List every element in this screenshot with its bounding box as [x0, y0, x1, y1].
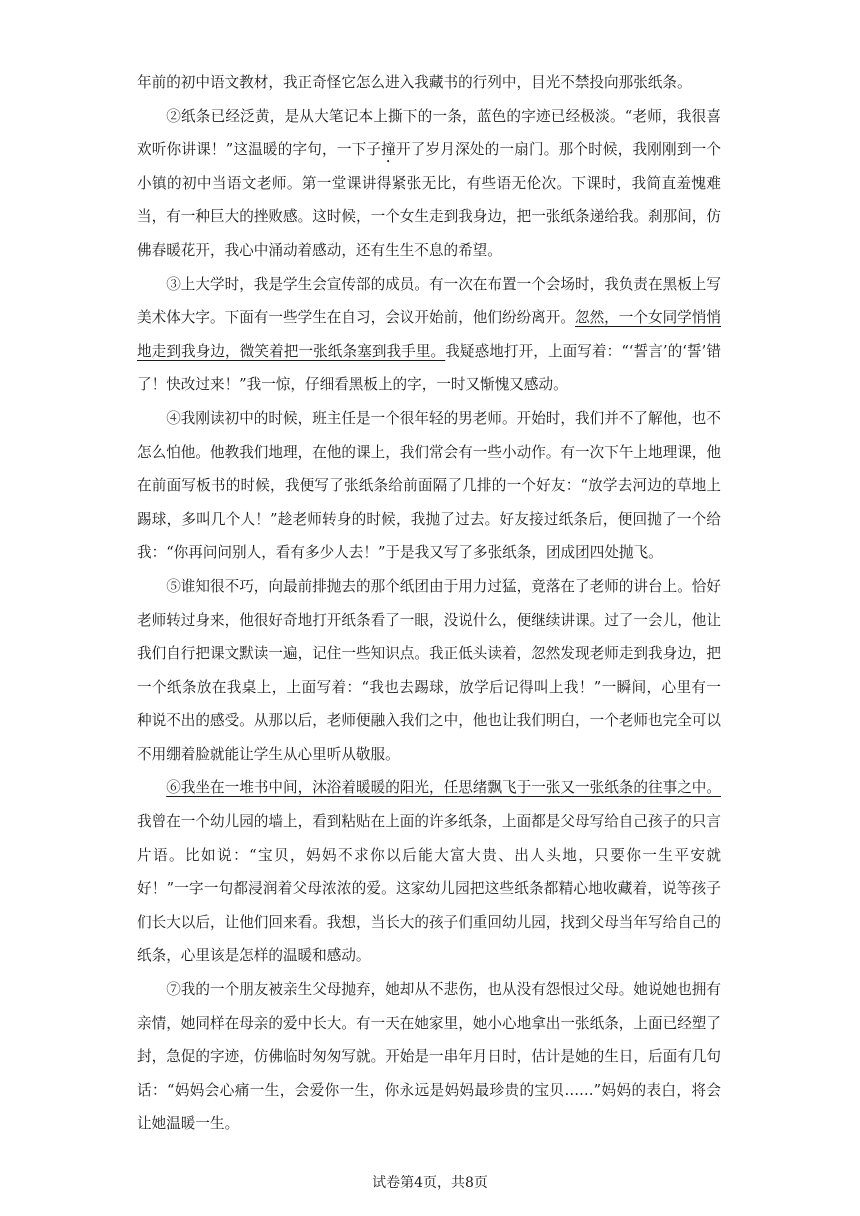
paragraph-3: [137, 268, 721, 402]
paragraph-text: 我疑惑地打开，上面写着：“‘誓言’的‘誓’错了！快改过来！”我一惊，仔细看黑板上的字，一时又惭愧又感动。: [137, 342, 721, 394]
paragraph-0: [137, 66, 721, 100]
paragraph-2: [137, 100, 721, 268]
paragraph-text: ③上大学时，我是学生会宣传部的成员。有一次在布置一个会场时，我负责在黑板上写美术体大字。下面有一些学生在自习，会议开始前，他们纷纷离开。: [137, 275, 721, 327]
underlined-sentence: 忽然，一个女同学悄悄地走到我身边，微笑着把一张纸条塞到我手里。: [137, 309, 721, 360]
paragraph-text: 开了岁月深处的一扇门。那个时候，我刚刚到一个小镇的初中当语文老师。第一堂课讲得紧张无比，有些语无伦次。下课时，我简直羞愧难当，有一种巨大的挫败感。这时候，一个女生走到我身边，把一张纸条递给我。刹那间，仿佛春暖花开，我心中涌动着感动，还有生生不息的希望。: [137, 141, 721, 259]
paragraph-6: [137, 771, 721, 973]
paragraph-7: [137, 973, 721, 1141]
paragraph-4: [137, 402, 721, 570]
paragraph-text: ④我刚读初中的时候，班主任是一个很年轻的男老师。开始时，我们并不了解他，也不怎么怕他。他教我们地理，在他的课上，我们常会有一些小动作。有一次下午上地理课，他在前面写板书的时候，我便写了张纸条给前面隔了几排的一个好友：“放学去河边的草地上踢球，多叫几个人！”趁老师转身的时候，我抛了过去。好友接过纸条后，便回抛了一个给我：“你再问问别人，看有多少人去！”于是我又写了多张纸条，团成团四处抛飞。: [137, 409, 721, 562]
page-number-label: 试卷第4页，共8页: [372, 1175, 488, 1191]
paragraph-text: ②纸条已经泛黄，是从大笔记本上撕下的一条，蓝色的字迹已经极淡。“老师，我很喜欢听你讲课！”这温暖的字句，一下子: [137, 107, 721, 159]
paragraph-text: ⑦我的一个朋友被亲生父母抛弃，她却从不悲伤，也从没有怨恨过父母。她说她也拥有亲情，她同样在母亲的爱中长大。有一天在她家里，她小心地拿出一张纸条，上面已经塑了封，急促的字迹，仿佛临时匆匆写就。开始是一串年月日时，估计是她的生日，后面有几句话：“妈妈会心痛一生，会爱你一生，你永远是妈妈最珍贵的宝贝……”妈妈的表白，将会让她温暖一生。: [137, 981, 721, 1133]
paragraph-text: 年前的初中语文教材，我正奇怪它怎么进入我藏书的行列中，目光不禁投向那张纸条。: [137, 74, 692, 91]
underlined-sentence: ⑥我坐在一堆书中间，沐浴着暖暖的阳光，任思绪飘飞于一张又一张纸条的往事之中。: [166, 779, 721, 797]
paragraph-text: ⑤谁知很不巧，向最前排抛去的那个纸团由于用力过猛，竟落在了老师的讲台上。恰好老师转过身来，他很好奇地打开纸条看了一眼，没说什么，便继续讲课。过了一会儿，他让我们自行把课文默读一遍，记住一些知识点。我正低头读着，忽然发现老师走到我身边，把一个纸条放在我桌上，上面写着：“我也去踢球，放学后记得叫上我！”一瞬间，心里有一种说不出的感受。从那以后，老师便融入我们之中，他也让我们明白，一个老师也完全可以不用绷着脸就能让学生从心里听从敬服。: [137, 577, 721, 763]
paragraph-text: 我曾在一个幼儿园的墙上，看到粘贴在上面的许多纸条，上面都是父母写给自己孩子的只言片语。比如说：“宝贝，妈妈不求你以后能大富大贵、出人头地，只要你一生平安就好！”一字一句都浸润着父母浓浓的爱。这家幼儿园把这些纸条都精心地收藏着，说等孩子们长大以后，让他们回来看。我想，当长大的孩子们重回幼儿园，找到父母当年写给自己的纸条，心里该是怎样的温暖和感动。: [137, 813, 721, 965]
reading-passage: [137, 66, 721, 1141]
paragraph-5: [137, 570, 721, 772]
emphasized-word: 撞: [381, 141, 396, 159]
page-footer: [0, 1172, 860, 1192]
